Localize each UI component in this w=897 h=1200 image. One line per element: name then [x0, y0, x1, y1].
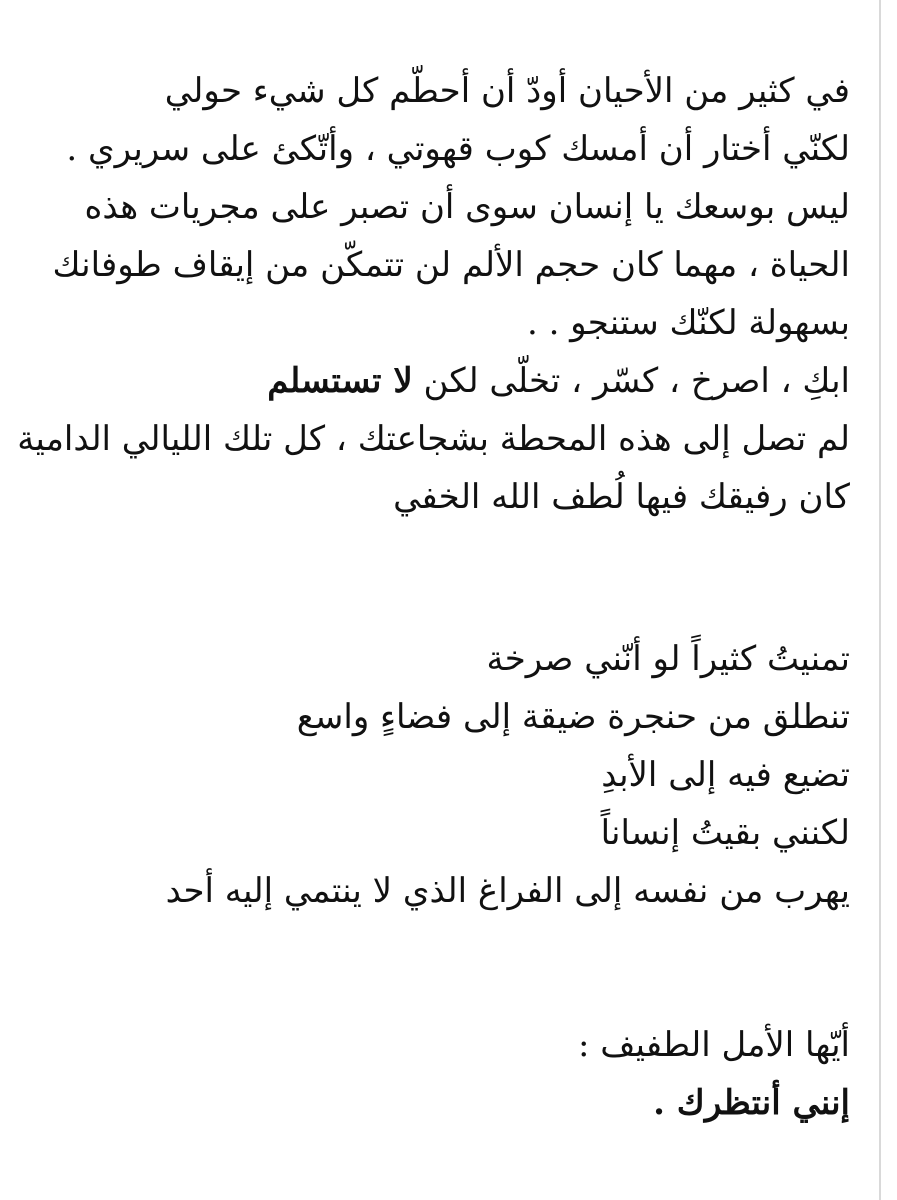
stanza-1 [17, 62, 850, 526]
stanza-1-line-8: كان رفيقك فيها لُطف الله الخفي [393, 477, 850, 517]
stanza-2-line-1: تمنيتُ كثيراً لو أنّني صرخة [486, 639, 850, 679]
stanza-1-line-6-start: ابكِ ، اصرخ ، كسّر ، تخلّى لكن [423, 361, 850, 401]
stanza-1-line-5: بسهولة لكنّك ستنجو . . [526, 303, 850, 343]
stanza-1-line-7: لم تصل إلى هذه المحطة بشجاعتك ، كل تلك الليالي الدامية [17, 419, 850, 459]
stanza-1-line-4: الحياة ، مهما كان حجم الألم لن تتمكّن من إيقاف طوفانك [52, 245, 850, 285]
stanza-3 [60, 1016, 850, 1132]
stanza-2-line-5: يهرب من نفسه إلى الفراغ الذي لا ينتمي إليه أحد [165, 871, 850, 911]
stanza-1-line-2: لكنّي أختار أن أمسك كوب قهوتي ، وأتّكئ على سريري . [66, 129, 850, 169]
page-edge-divider [879, 0, 881, 1200]
stanza-1-line-1: في كثير من الأحيان أودّ أن أحطّم كل شيء حولي [164, 71, 850, 111]
stanza-2-line-4: لكنني بقيتُ إنساناً [600, 813, 850, 853]
stanza-2-line-3: تضيع فيه إلى الأبدِ [601, 755, 850, 795]
stanza-3-line-2: إنني أنتظرك . [653, 1083, 850, 1123]
stanza-1-line-6 [60, 352, 850, 410]
stanza-2-line-2: تنطلق من حنجرة ضيقة إلى فضاءٍ واسع [296, 697, 850, 737]
stanza-2 [60, 630, 850, 920]
stanza-3-line-1: أيّها الأمل الطفيف : [578, 1025, 850, 1065]
stanza-1-line-3: ليس بوسعك يا إنسان سوى أن تصبر على مجريات هذه [84, 187, 850, 227]
stanza-1-line-6-bold: لا تستسلم [267, 361, 413, 401]
